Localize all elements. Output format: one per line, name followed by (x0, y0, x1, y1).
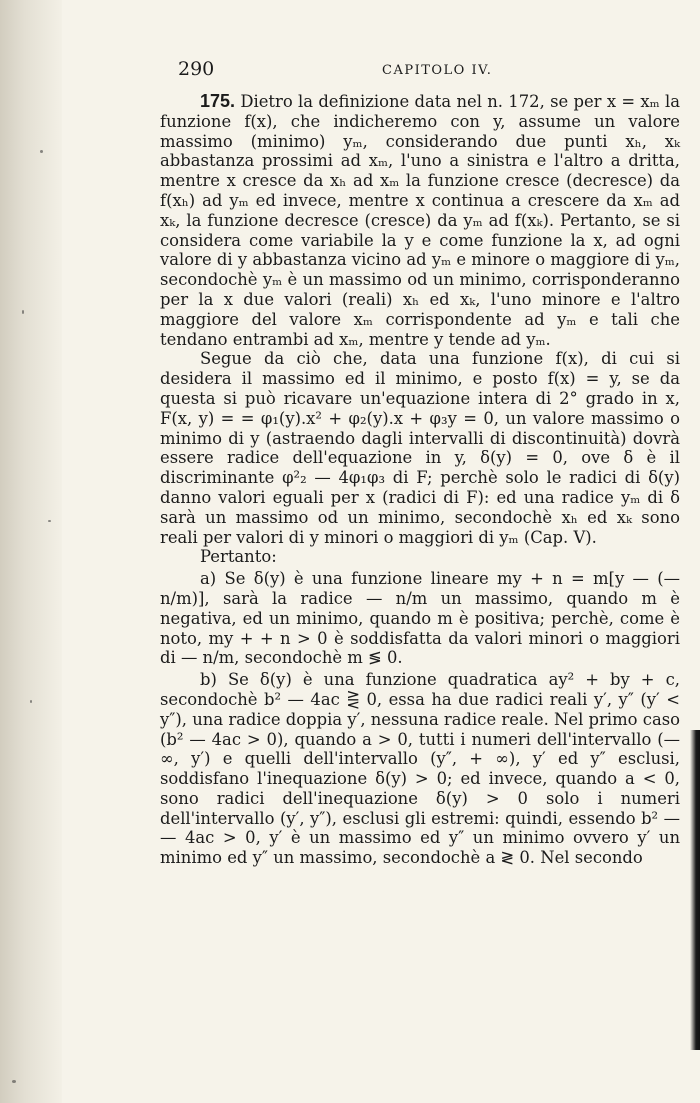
book-page (160, 58, 680, 868)
paragraph-text: Dietro la definizione data nel n. 172, se per x = xₘ la funzione f(x), che indicheremo con y, assume un valore massimo (minimo) yₘ, considerando due punti xₕ, xₖ abbastanza prossimi ad xₘ, l'uno a sinistra e l'altro a dritta, mentre x cresce da xₕ ad xₘ la funzione cresce (decresce) da f(xₕ) ad yₘ ed invece, mentre x continua a crescere da xₘ ad xₖ, la funzione decresce (cresce) da yₘ ad f(xₖ). Pertanto, se si considera come variabile la y e come funzione la x, ad ogni valore di y abbastanza vicino ad yₘ e minore o maggiore di yₘ, secondochè yₘ è un massimo od un minimo, corrisponderanno per la x due valori (reali) xₕ ed xₖ, l'uno minore e l'altro maggiore del valore xₘ corrispondente ad yₘ e tali che tendano entrambi ad xₘ, mentre y tende ad yₘ. (160, 92, 680, 349)
page-gutter-shadow (0, 0, 62, 1103)
chapter-title: CAPITOLO IV. (382, 63, 493, 78)
case-b-paragraph: b) Se δ(y) è una funzione quadratica ay² + by + c, secondochè b² — 4ac ⋛ 0, essa ha due radici reali y′, y″ (y′ < y″), una radice doppia y′, nessuna radice reale. Nel primo caso (b² — 4ac > 0), quando a > 0, tutti i numeri dell'intervallo (— ∞, y′) e quelli dell'intervallo (y″, + ∞), y′ ed y″ esclusi, soddisfano l'inequazione δ(y) > 0; ed invece, quando a < 0, sono radici dell'inequazione δ(y) > 0 solo i numeri dell'intervallo (y′, y″), esclusi gli estremi: quindi, essendo b² — — 4ac > 0, y′ è un massimo ed y″ un minimo ovvero y′ un minimo ed y″ un massimo, secondochè a ≷ 0. Nel secondo (160, 670, 680, 868)
section-175-paragraph-1 (160, 92, 680, 349)
section-175-paragraph-2: Segue da ciò che, data una funzione f(x), di cui si desidera il massimo ed il minimo, e posto f(x) = y, se da questa si può ricavare un'equazione intera di 2° grado in x, F(x, y) = = φ₁(y).x² + φ₂(y).x + φ₃y = 0, un valore massimo o minimo di y (astraendo dagli intervalli di discontinuità) dovrà essere radice dell'equazione in y, δ(y) = 0, ove δ è il discriminante φ²₂ — 4φ₁φ₃ di F; perchè solo le radici di δ(y) danno valori eguali per x (radici di F): ed una radice yₘ di δ sarà un massimo od un minimo, secondochè xₕ ed xₖ sono reali per valori di y minori o maggiori di yₘ (Cap. V). (160, 349, 680, 547)
case-a-paragraph: a) Se δ(y) è una funzione lineare my + n = m[y — (— n/m)], sarà la radice — n/m un massimo, quando m è negativa, ed un minimo, quando m è positiva; perchè, come è noto, my + + n > 0 è soddisfatta da valori minori o maggiori di — n/m, secondochè m ≶ 0. (160, 569, 680, 668)
running-head (160, 58, 680, 84)
section-175-paragraph-3: Pertanto: (200, 547, 277, 567)
binding-shadow (690, 730, 700, 1050)
page-number: 290 (178, 58, 215, 80)
section-number: 175. (200, 91, 236, 111)
